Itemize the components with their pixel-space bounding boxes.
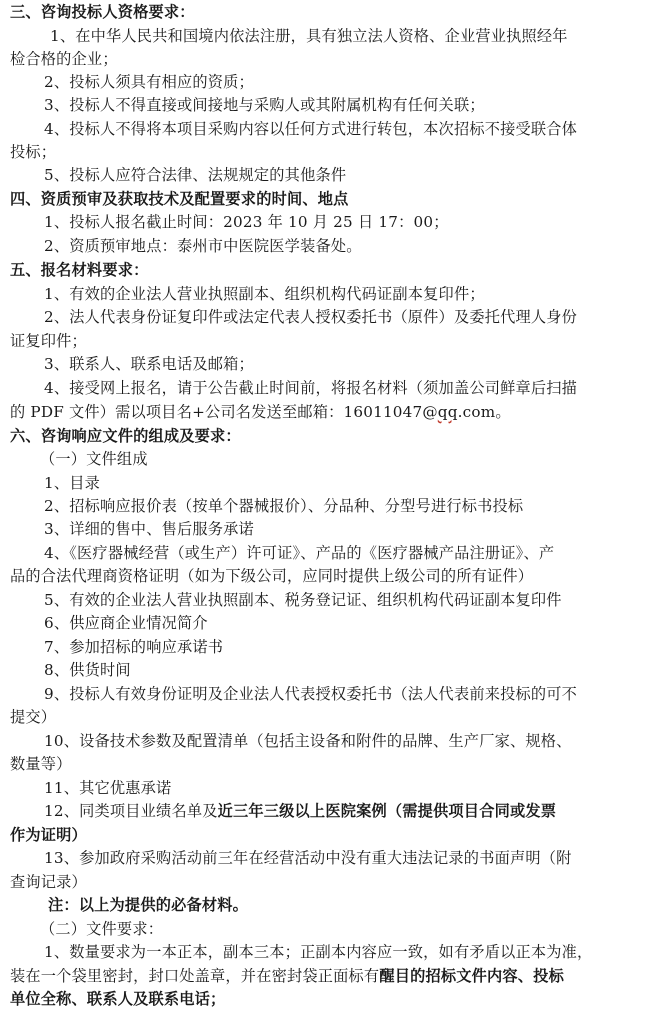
sec6-item-12-text: 12、同类项目业绩名单及 [44,802,218,820]
sec5-item-3: 3、联系人、联系电话及邮箱； [44,355,254,373]
sec6-item-4-line1: 4、《医疗器械经营（或生产）许可证》、产品的《医疗器械产品注册证》、产 [44,544,555,562]
sec6-item-10-line2: 数量等） [10,755,72,773]
sec6-item-13-line2: 查询记录） [10,873,87,891]
section-5-heading: 五、报名材料要求： [10,261,149,279]
sec6-item-12-line1 [10,800,645,822]
sec5-item-2-line2: 证复印件； [10,332,87,350]
sec3-item-1-line2: 检合格的企业； [10,50,118,68]
sec6-sub-1: （一）文件组成 [40,450,148,468]
sec6-req-1-emphasis: 醒目的招标文件内容、投标 [379,967,564,985]
sec5-item-4-line2 [10,401,645,423]
sec3-item-1-line1: 1、在中华人民共和国境内依法注册，具有独立法人资格、企业营业执照经年 [50,27,568,45]
required-materials-note: 注：以上为提供的必备材料。 [48,896,249,914]
sec6-item-9-line2: 提交） [10,708,57,726]
sec5-item-4-text-end: .com。 [457,403,511,421]
sec4-item-1: 1、投标人报名截止时间：2023 年 10 月 25 日 17：00； [44,213,449,231]
sec6-item-13-line1: 13、参加政府采购活动前三年在经营活动中没有重大违法记录的书面声明（附 [44,849,572,867]
sec3-item-3: 3、投标人不得直接或间接地与采购人或其附属机构有任何关联； [44,96,485,114]
sec5-item-2-line1: 2、法人代表身份证复印件或法定代表人授权委托书（原件）及委托代理人身份 [44,308,578,326]
sec6-sub-2: （二）文件要求： [40,920,164,938]
sec6-item-6: 6、供应商企业情况简介 [44,614,208,632]
sec6-item-10-line1: 10、设备技术参数及配置清单（包括主设备和附件的品牌、生产厂家、规格、 [44,732,572,750]
sec4-item-2: 2、资质预审地点：泰州市中医院医学装备处。 [44,237,362,255]
sec6-item-7: 7、参加招标的响应承诺书 [44,638,224,656]
sec6-item-12-emphasis: 近三年三级以上医院案例（需提供项目合同或发票 [217,802,557,820]
sec6-req-1-line1: 1、数量要求为一本正本，副本三本；正副本内容应一致，如有矛盾以正本为准， [44,943,593,961]
sec6-item-4-line2: 品的合法代理商资格证明（如为下级公司，应同时提供上级公司的所有证件） [10,567,534,585]
sec6-req-1-line2 [10,965,645,987]
sec3-item-4-line2: 投标； [10,143,57,161]
sec3-item-5: 5、投标人应符合法律、法规规定的其他条件 [44,166,347,184]
sec6-item-11: 11、其它优惠承诺 [44,779,172,797]
section-4-heading: 四、资质预审及获取技术及配置要求的时间、地点 [10,190,349,208]
section-6-heading: 六、咨询响应文件的组成及要求： [10,427,241,445]
sec6-item-12-line2: 作为证明） [10,826,87,844]
sec5-item-4-line1: 4、接受网上报名，请于公告截止时间前，将报名材料（须加盖公司鲜章后扫描 [44,379,578,397]
email-domain-text: qq [437,403,458,421]
sec5-item-1: 1、有效的企业法人营业执照副本、组织机构代码证副本复印件； [44,285,485,303]
sec6-item-1: 1、目录 [44,474,101,492]
sec5-item-4-text: 的 PDF 文件）需以项目名+公司名发送至邮箱：16011047@ [10,403,438,421]
sec6-req-1-line3: 单位全称、联系人及联系电话； [10,990,226,1008]
sec6-req-1-text: 装在一个袋里密封，封口处盖章，并在密封袋正面标有 [10,967,380,985]
sec6-item-5: 5、有效的企业法人营业执照副本、税务登记证、组织机构代码证副本复印件 [44,591,562,609]
sec3-item-2: 2、投标人须具有相应的资质； [44,73,254,91]
sec6-item-3: 3、详细的售中、售后服务承诺 [44,520,254,538]
sec6-item-8: 8、供货时间 [44,661,131,679]
sec6-item-2: 2、招标响应报价表（按单个器械报价）、分品种、分型号进行标书投标 [44,497,524,515]
sec6-item-9-line1: 9、投标人有效身份证明及企业法人代表授权委托书（法人代表前来投标的可不 [44,685,578,703]
section-3-heading: 三、咨询投标人资格要求： [10,3,195,21]
sec3-item-4-line1: 4、投标人不得将本项目采购内容以任何方式进行转包，本次招标不接受联合体 [44,120,578,138]
